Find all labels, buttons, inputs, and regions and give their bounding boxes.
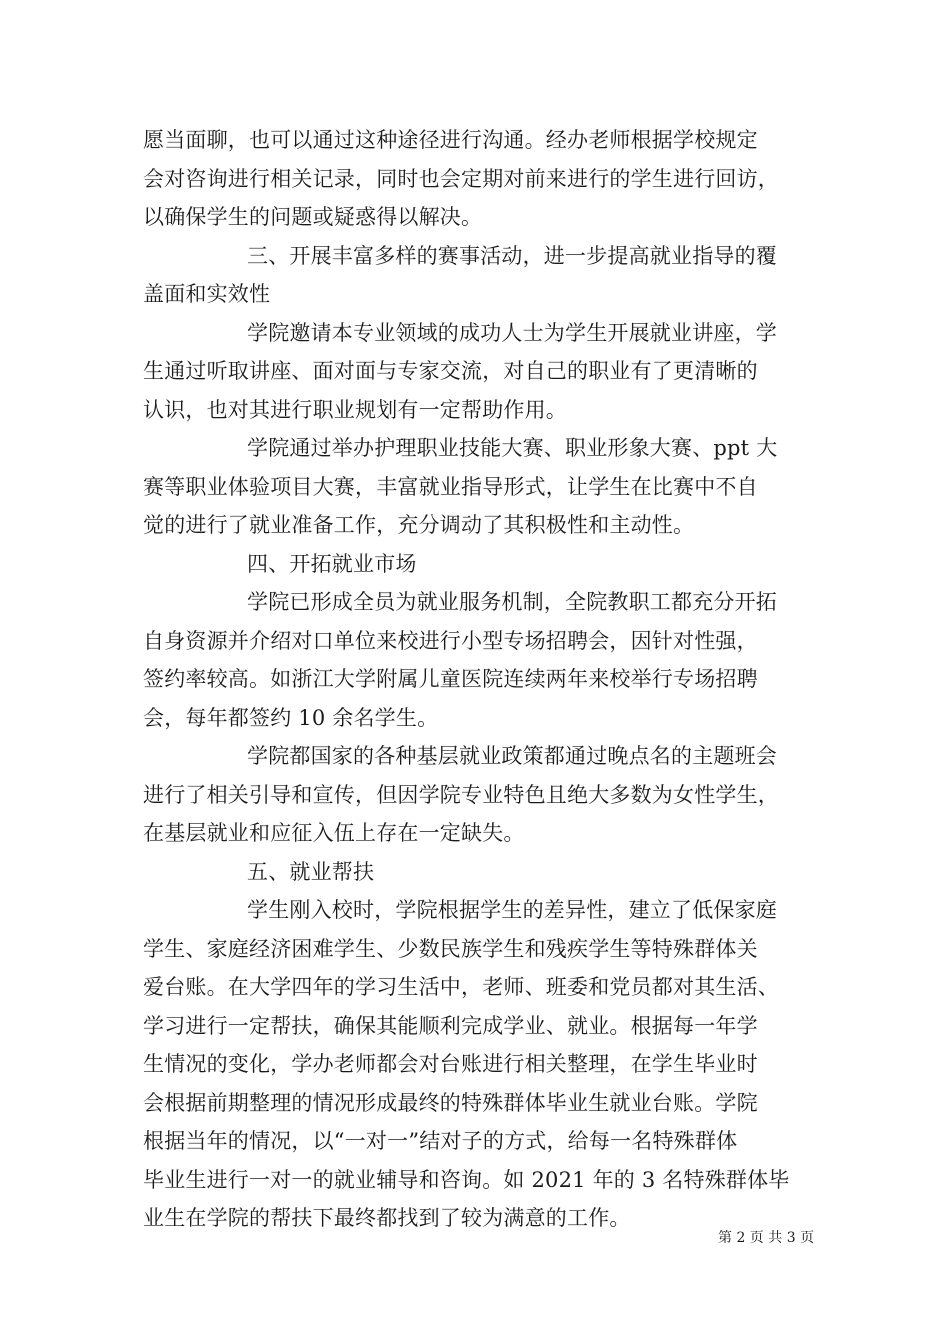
text-line: 以确保学生的问题或疑惑得以解决。 xyxy=(143,205,483,229)
text-line: 会根据前期整理的情况形成最终的特殊群体毕业生就业台账。学院 xyxy=(143,1091,758,1115)
section-heading: 盖面和实效性 xyxy=(143,282,271,306)
text-line: 生通过听取讲座、面对面与专家交流，对自己的职业有了更清晰的 xyxy=(143,359,758,383)
section-heading: 五、就业帮扶 xyxy=(247,860,375,884)
section-heading: 三、开展丰富多样的赛事活动，进一步提高就业指导的覆 xyxy=(247,244,777,268)
text-line: 毕业生进行一对一的就业辅导和咨询。如 2021 年的 3 名特殊群体毕 xyxy=(143,1168,790,1192)
text-line: 签约率较高。如浙江大学附属儿童医院连续两年来校举行专场招聘 xyxy=(143,667,758,691)
text-line: 学院已形成全员为就业服务机制，全院教职工都充分开拓 xyxy=(247,590,777,614)
text-line: 学生、家庭经济困难学生、少数民族学生和残疾学生等特殊群体关 xyxy=(143,937,758,961)
text-line: 学习进行一定帮扶，确保其能顺利完成学业、就业。根据每一年学 xyxy=(143,1014,758,1038)
text-line: 会对咨询进行相关记录，同时也会定期对前来进行的学生进行回访， xyxy=(143,167,779,191)
text-line: 学院邀请本专业领域的成功人士为学生开展就业讲座，学 xyxy=(247,321,777,345)
text-line: 业生在学院的帮扶下最终都找到了较为满意的工作。 xyxy=(143,1206,631,1230)
text-line: 愿当面聊，也可以通过这种途径进行沟通。经办老师根据学校规定 xyxy=(143,128,758,152)
text-line: 觉的进行了就业准备工作，充分调动了其积极性和主动性。 xyxy=(143,513,695,537)
text-line: 学生刚入校时，学院根据学生的差异性，建立了低保家庭 xyxy=(247,898,777,922)
text-line: 自身资源并介绍对口单位来校进行小型专场招聘会，因针对性强， xyxy=(143,629,758,653)
text-line: 根据当年的情况，以“一对一”结对子的方式，给每一名特殊群体 xyxy=(143,1129,738,1153)
text-line: 进行了相关引导和宣传，但因学院专业特色且绝大多数为女性学生， xyxy=(143,783,779,807)
text-line: 会，每年都签约 10 余名学生。 xyxy=(143,706,439,730)
text-line: 爱台账。在大学四年的学习生活中，老师、班委和党员都对其生活、 xyxy=(143,975,779,999)
text-line: 认识，也对其进行职业规划有一定帮助作用。 xyxy=(143,398,567,422)
text-line: 赛等职业体验项目大赛，丰富就业指导形式，让学生在比赛中不自 xyxy=(143,475,758,499)
text-line: 学院都国家的各种基层就业政策都通过晚点名的主题班会 xyxy=(247,744,777,768)
page-number: 第 2 页 共 3 页 xyxy=(718,1230,815,1246)
text-line: 生情况的变化，学办老师都会对台账进行相关整理，在学生毕业时 xyxy=(143,1052,758,1076)
section-heading: 四、开拓就业市场 xyxy=(247,552,417,576)
text-line: 学院通过举办护理职业技能大赛、职业形象大赛、ppt 大 xyxy=(247,436,778,460)
text-line: 在基层就业和应征入伍上存在一定缺失。 xyxy=(143,821,525,845)
